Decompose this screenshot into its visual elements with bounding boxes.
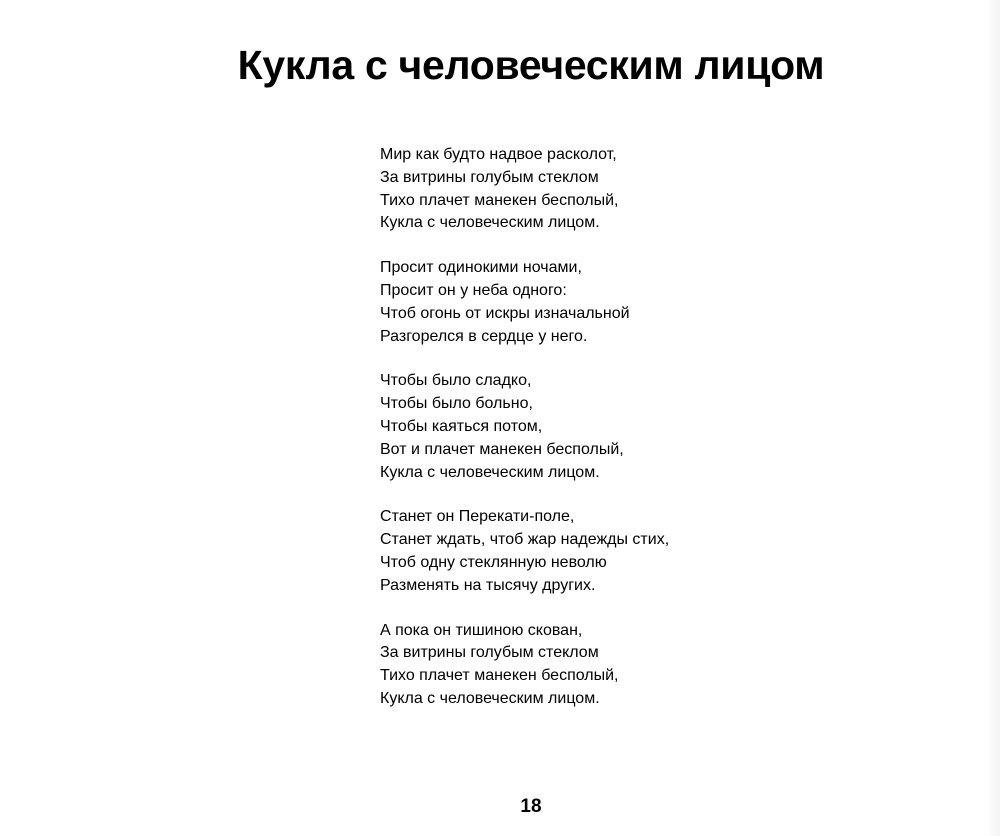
stanza-3 [380,370,860,484]
poem-line: Мир как будто надвое расколот, [380,146,617,163]
poem-line: Кукла с человеческим лицом. [380,463,600,481]
poem-line: Просит он у неба одного: [380,281,567,299]
page-number: 18 [520,796,542,817]
poem-line: За витрины голубым стеклом [380,168,599,186]
poem-line: Чтобы было сладко, [380,372,532,390]
stanza-2 [380,257,860,348]
poem-line: За витрины голубым стеклом [380,644,599,662]
poem-line: Чтоб огонь от искры изначальной [380,304,630,322]
poem-body [380,144,860,733]
poem-line: Вот и плачет манекен бесполый, [380,440,624,458]
poem-line: Станет он Перекати-поле, [380,508,575,526]
stanza-4 [380,506,860,597]
poem-line: Чтоб одну стеклянную неволю [380,553,607,571]
poem-line: Тихо плачет манекен бесполый, [380,191,619,209]
poem-line: Чтобы было больно, [380,395,533,413]
poem-line: Разменять на тысячу других. [380,576,596,594]
poem-line: Кукла с человеческим лицом. [380,214,600,232]
poem-line: Чтобы каяться потом, [380,417,543,435]
poem-line: Кукла с человеческим лицом. [380,689,600,707]
poem-line: А пока он тишиною скован, [380,621,583,639]
stanza-5 [380,620,860,711]
poem-line: Разгорелся в сердце у него. [380,327,588,345]
poem-line: Тихо плачет манекен бесполый, [380,667,619,685]
poem-title: Кукла с человеческим лицом [237,42,825,88]
poem-line: Станет ждать, чтоб жар надежды стих, [380,531,670,549]
poem-line: Просит одинокими ночами, [380,259,582,277]
page-edge-shadow [986,0,1000,836]
stanza-1 [380,144,860,235]
